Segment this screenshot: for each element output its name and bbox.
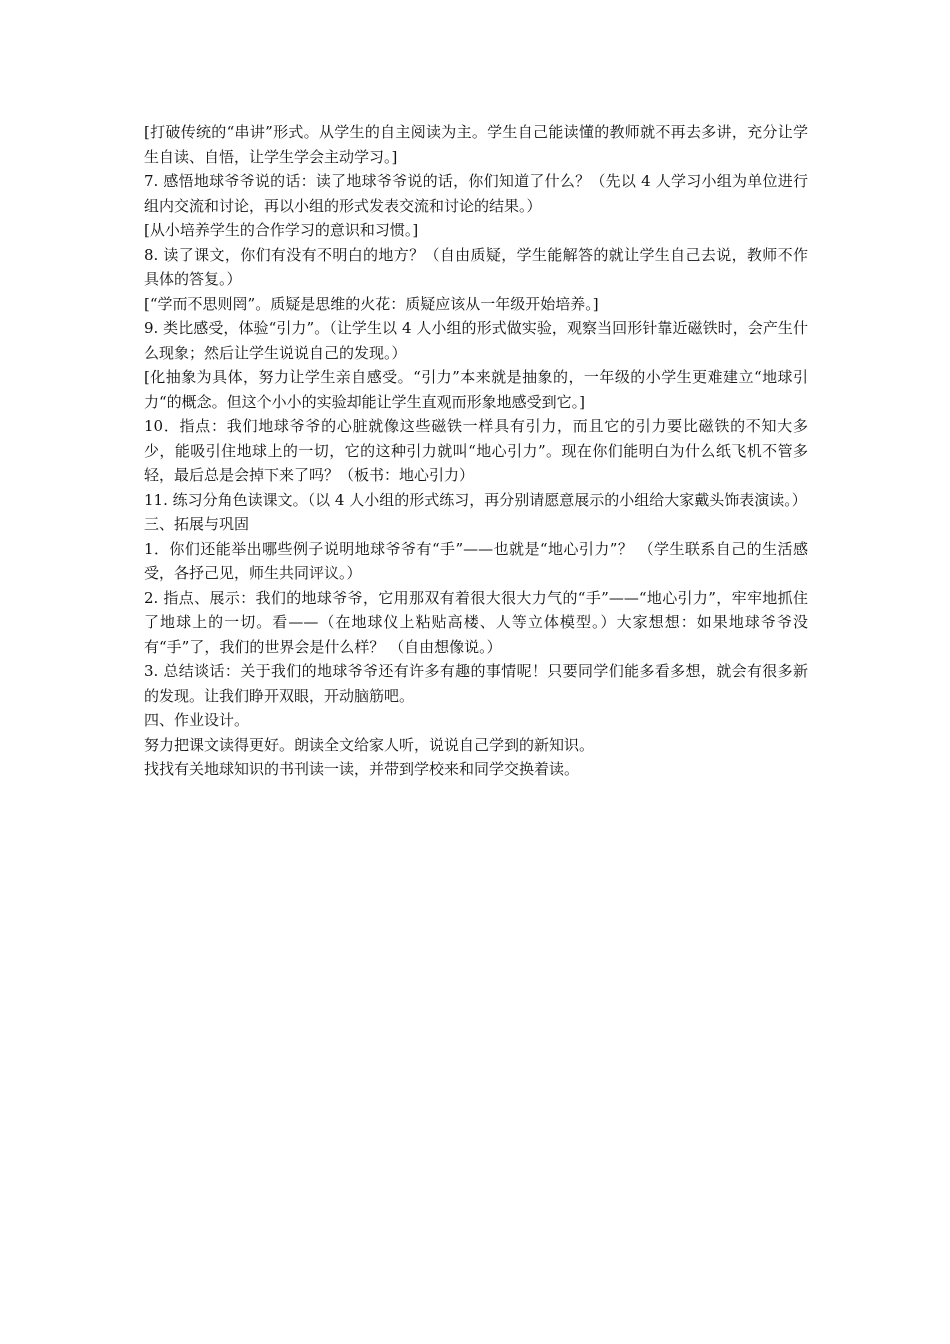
paragraph-step-8: 8. 读了课文，你们有没有不明白的地方？（自由质疑，学生能解答的就让学生自己去说，教师不作具体的答复。） [144, 245, 808, 288]
paragraph-note-cooperation: [从小培养学生的合作学习的意识和习惯。] [144, 221, 419, 239]
paragraph-extension-2: 2. 指点、展示：我们的地球爷爷，它用那双有着很大很大力气的“手”——“地心引力”，牢牢地抓住了地球上的一切。看——（在地球仪上粘贴高楼、人等立体模型。）大家想想：如果地球爷爷没有“手”了，我们的世界会是什么样？ （自由想像说。） [144, 588, 808, 656]
paragraph-homework-1: 努力把课文读得更好。朗读全文给家人听，说说自己学到的新知识。 [144, 735, 595, 754]
paragraph-note-questioning: [“学而不思则罔”。质疑是思维的火花：质疑应该从一年级开始培养。] [144, 294, 599, 313]
section-heading-homework: 四、作业设计。 [144, 711, 250, 729]
paragraph-homework-2: 找找有关地球知识的书刊读一读，并带到学校来和同学交换着读。 [144, 760, 580, 778]
paragraph-step-11: 11. 练习分角色读课文。（以 4 人小组的形式练习，再分别请愿意展示的小组给大家戴头饰表演读。） [144, 490, 807, 509]
paragraph-step-7: 7. 感悟地球爷爷说的话：读了地球爷爷说的话，你们知道了什么？（先以 4 人学习小组为单位进行组内交流和讨论，再以小组的形式发表交流和讨论的结果。） [144, 172, 808, 215]
paragraph-step-9: 9. 类比感受，体验“引力”。（让学生以 4 人小组的形式做实验，观察当回形针靠近磁铁时，会产生什么现象；然后让学生说说自己的发现。） [144, 319, 808, 362]
paragraph-extension-1: 1．你们还能举出哪些例子说明地球爷爷有“手”——也就是“地心引力”？ （学生联系自己的生活感受，各抒己见，师生共同评议。） [144, 539, 808, 582]
paragraph-note-teaching-method: [打破传统的“串讲”形式。从学生的自主阅读为主。学生自己能读懂的教师就不再去多讲，充分让学生自读、自悟，让学生学会主动学习。] [144, 123, 808, 166]
paragraph-note-abstract: [化抽象为具体，努力让学生亲自感受。“引力”本来就是抽象的，一年级的小学生更难建立“地球引力“的概念。但这个小小的实验却能让学生直观而形象地感受到它。] [144, 368, 808, 411]
section-heading-extension: 三、拓展与巩固 [144, 515, 250, 533]
document-body [144, 120, 808, 782]
paragraph-extension-3: 3. 总结谈话：关于我们的地球爷爷还有许多有趣的事情呢！只要同学们能多看多想，就会有很多新的发现。让我们睁开双眼，开动脑筋吧。 [144, 662, 808, 705]
paragraph-step-10: 10．指点：我们地球爷爷的心脏就像这些磁铁一样具有引力，而且它的引力要比磁铁的不知大多少，能吸引住地球上的一切，它的这种引力就叫“地心引力”。现在你们能明白为什么纸飞机不管多轻，最后总是会掉下来了吗？（板书：地心引力） [144, 417, 808, 484]
